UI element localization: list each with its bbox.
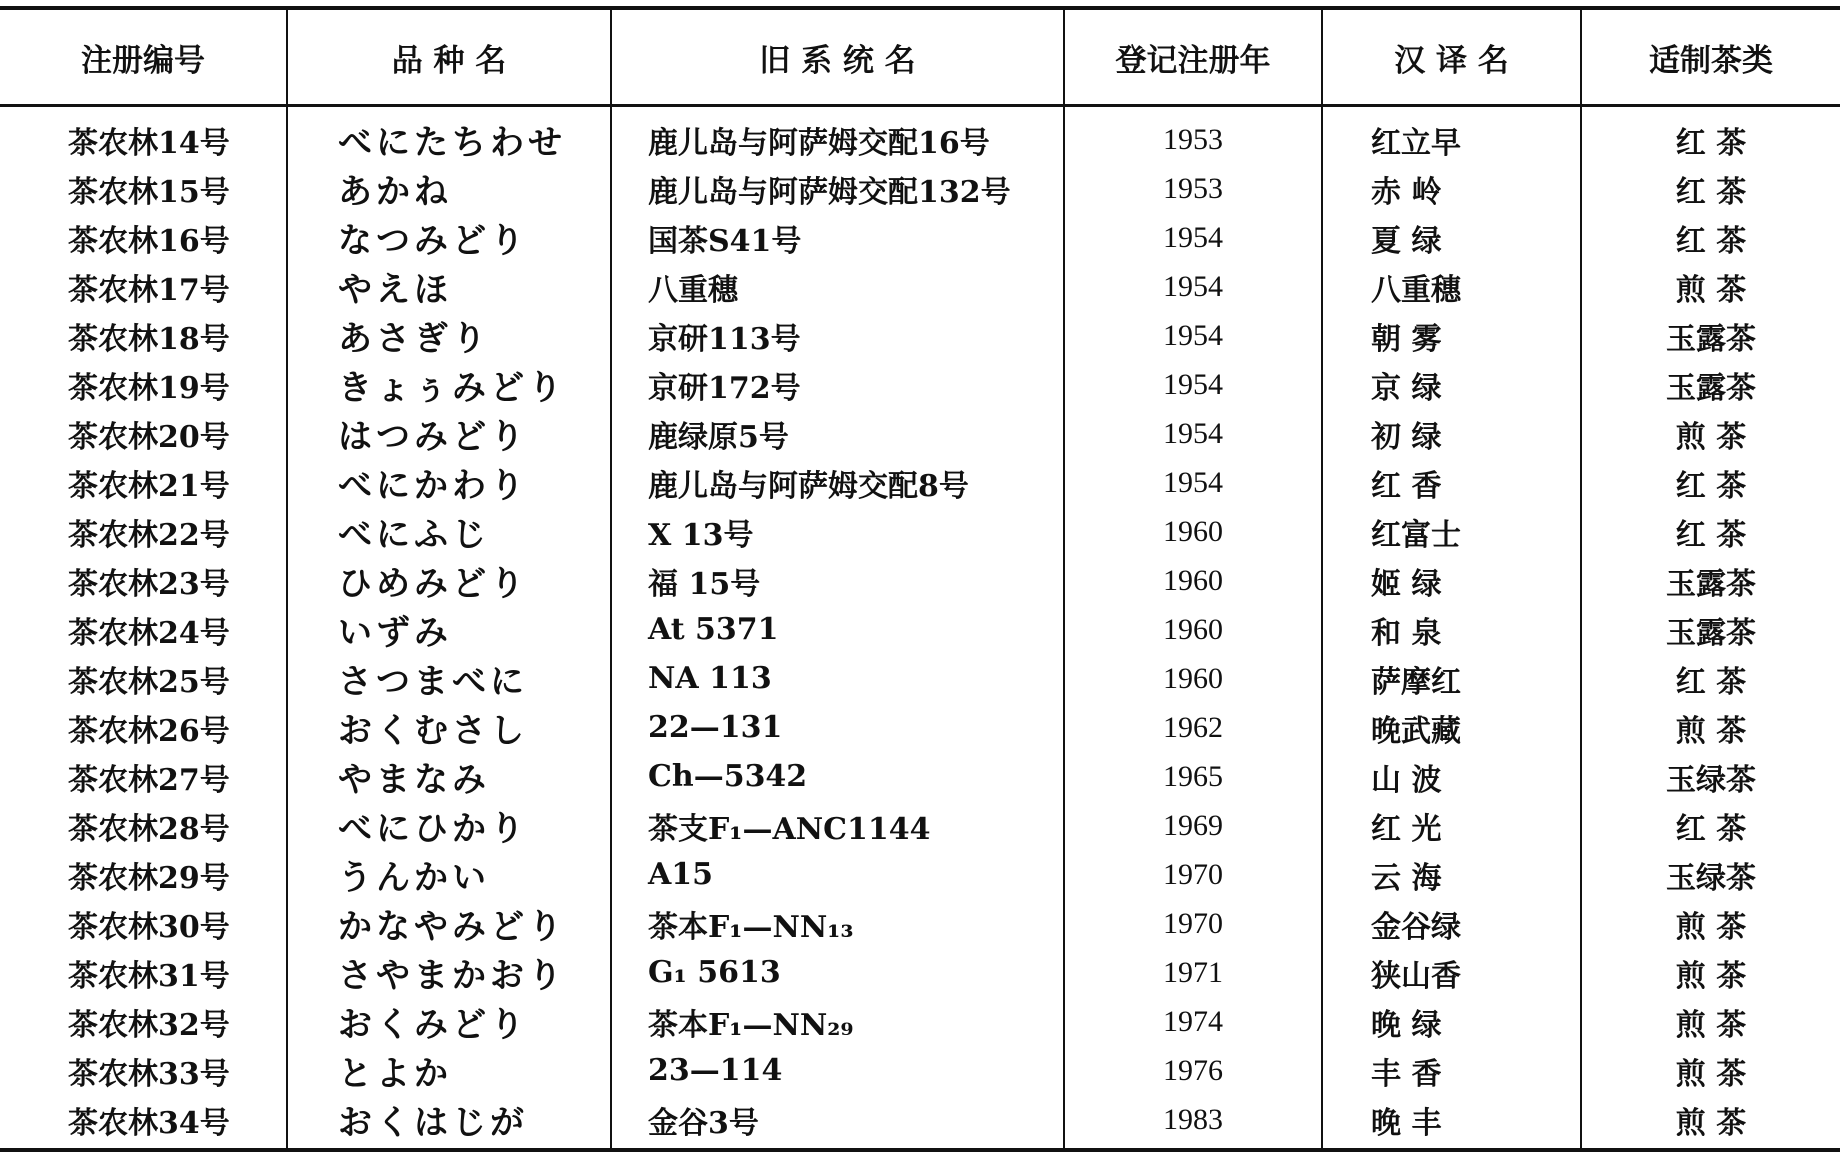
year-cell: 1974 — [1064, 997, 1322, 1046]
variety-cell: ひめみどり — [287, 556, 611, 605]
chinese-name-cell: 赤 岭 — [1322, 164, 1581, 213]
header-tea-type: 适制茶类 — [1581, 8, 1840, 106]
table-row — [0, 1046, 1840, 1095]
year-cell: 1960 — [1064, 654, 1322, 703]
tea-type-cell: 煎 茶 — [1581, 997, 1840, 1046]
table-row — [0, 948, 1840, 997]
year-cell: 1953 — [1064, 106, 1322, 165]
variety-cell: とよか — [287, 1046, 611, 1095]
old-name-cell: 茶支F₁—ANC1144 — [611, 801, 1064, 850]
table-row — [0, 556, 1840, 605]
header-reg-no: 注册编号 — [0, 8, 287, 106]
table-row — [0, 752, 1840, 801]
old-name-cell: 鹿儿岛与阿萨姆交配132号 — [611, 164, 1064, 213]
old-name-cell: 金谷3号 — [611, 1095, 1064, 1150]
table-row — [0, 311, 1840, 360]
reg-no-cell: 茶农林33号 — [68, 1056, 230, 1092]
old-name-cell: 鹿绿原5号 — [611, 409, 1064, 458]
tea-type-cell: 红 茶 — [1581, 106, 1840, 165]
tea-type-cell: 玉绿茶 — [1581, 850, 1840, 899]
chinese-name-cell: 云 海 — [1322, 850, 1581, 899]
old-name-cell: A15 — [611, 850, 1064, 899]
variety-cell: はつみどり — [287, 409, 611, 458]
variety-cell: べにひかり — [287, 801, 611, 850]
year-cell: 1970 — [1064, 850, 1322, 899]
year-cell: 1976 — [1064, 1046, 1322, 1095]
tea-type-cell: 红 茶 — [1581, 164, 1840, 213]
tea-type-cell: 煎 茶 — [1581, 262, 1840, 311]
reg-no-cell: 茶农林23号 — [68, 566, 230, 602]
table-row — [0, 850, 1840, 899]
year-cell: 1954 — [1064, 311, 1322, 360]
table-row — [0, 1095, 1840, 1150]
table-row — [0, 507, 1840, 556]
chinese-name-cell: 晚 绿 — [1322, 997, 1581, 1046]
tea-type-cell: 红 茶 — [1581, 507, 1840, 556]
variety-cell: きょぅみどり — [287, 360, 611, 409]
year-cell: 1954 — [1064, 213, 1322, 262]
variety-cell: あさぎり — [287, 311, 611, 360]
header-chinese-name: 汉 译 名 — [1322, 8, 1581, 106]
table-row — [0, 164, 1840, 213]
reg-no-cell: 茶农林20号 — [68, 419, 230, 455]
reg-no-cell: 茶农林22号 — [68, 517, 230, 553]
chinese-name-cell: 金谷绿 — [1322, 899, 1581, 948]
reg-no-cell: 茶农林29号 — [68, 860, 230, 896]
year-cell: 1960 — [1064, 605, 1322, 654]
tea-type-cell: 煎 茶 — [1581, 1095, 1840, 1150]
year-cell: 1960 — [1064, 556, 1322, 605]
reg-no-cell: 茶农林16号 — [68, 223, 230, 259]
table-row — [0, 605, 1840, 654]
reg-no-cell: 茶农林27号 — [68, 762, 230, 798]
tea-type-cell: 红 茶 — [1581, 213, 1840, 262]
chinese-name-cell: 姬 绿 — [1322, 556, 1581, 605]
year-cell: 1960 — [1064, 507, 1322, 556]
table-body — [0, 106, 1840, 1151]
header-variety: 品 种 名 — [287, 8, 611, 106]
tea-type-cell: 玉露茶 — [1581, 311, 1840, 360]
year-cell: 1954 — [1064, 409, 1322, 458]
tea-type-cell: 玉绿茶 — [1581, 752, 1840, 801]
chinese-name-cell: 丰 香 — [1322, 1046, 1581, 1095]
old-name-cell: 茶本F₁—NN₂₉ — [611, 997, 1064, 1046]
table-row — [0, 997, 1840, 1046]
table-row — [0, 458, 1840, 507]
year-cell: 1965 — [1064, 752, 1322, 801]
chinese-name-cell: 初 绿 — [1322, 409, 1581, 458]
chinese-name-cell: 京 绿 — [1322, 360, 1581, 409]
old-name-cell: 福 15号 — [611, 556, 1064, 605]
tea-type-cell: 红 茶 — [1581, 458, 1840, 507]
chinese-name-cell: 八重穗 — [1322, 262, 1581, 311]
reg-no-cell: 茶农林17号 — [68, 272, 230, 308]
tea-type-cell: 玉露茶 — [1581, 556, 1840, 605]
variety-cell: おくみどり — [287, 997, 611, 1046]
old-name-cell: 鹿儿岛与阿萨姆交配8号 — [611, 458, 1064, 507]
table-row — [0, 703, 1840, 752]
reg-no-cell: 茶农林30号 — [68, 909, 230, 945]
old-name-cell: 茶本F₁—NN₁₃ — [611, 899, 1064, 948]
table-row — [0, 409, 1840, 458]
tea-type-cell: 煎 茶 — [1581, 409, 1840, 458]
variety-cell: さつまべに — [287, 654, 611, 703]
chinese-name-cell: 狭山香 — [1322, 948, 1581, 997]
table-row — [0, 106, 1840, 165]
tea-variety-table — [0, 6, 1840, 1152]
old-name-cell: 22—131 — [611, 703, 1064, 752]
old-name-cell: 京研172号 — [611, 360, 1064, 409]
chinese-name-cell: 萨摩红 — [1322, 654, 1581, 703]
chinese-name-cell: 山 波 — [1322, 752, 1581, 801]
chinese-name-cell: 红富士 — [1322, 507, 1581, 556]
chinese-name-cell: 红立早 — [1322, 106, 1581, 165]
chinese-name-cell: 红 光 — [1322, 801, 1581, 850]
tea-type-cell: 煎 茶 — [1581, 899, 1840, 948]
variety-cell: うんかい — [287, 850, 611, 899]
tea-type-cell: 玉露茶 — [1581, 605, 1840, 654]
old-name-cell: Ch—5342 — [611, 752, 1064, 801]
tea-type-cell: 煎 茶 — [1581, 1046, 1840, 1095]
variety-cell: べにたちわせ — [287, 106, 611, 165]
table-row — [0, 801, 1840, 850]
reg-no-cell: 茶农林21号 — [68, 468, 230, 504]
table-row — [0, 262, 1840, 311]
table-row — [0, 360, 1840, 409]
reg-no-cell: 茶农林15号 — [68, 174, 230, 210]
year-cell: 1971 — [1064, 948, 1322, 997]
header-year: 登记注册年 — [1064, 8, 1322, 106]
variety-cell: おくはじが — [287, 1095, 611, 1150]
chinese-name-cell: 晚 丰 — [1322, 1095, 1581, 1150]
chinese-name-cell: 晚武藏 — [1322, 703, 1581, 752]
year-cell: 1962 — [1064, 703, 1322, 752]
chinese-name-cell: 朝 雾 — [1322, 311, 1581, 360]
old-name-cell: 国茶S41号 — [611, 213, 1064, 262]
variety-cell: さやまかおり — [287, 948, 611, 997]
old-name-cell: X 13号 — [611, 507, 1064, 556]
reg-no-cell: 茶农林32号 — [68, 1007, 230, 1043]
header-row — [0, 8, 1840, 106]
tea-type-cell: 玉露茶 — [1581, 360, 1840, 409]
variety-cell: あかね — [287, 164, 611, 213]
variety-cell: べにふじ — [287, 507, 611, 556]
tea-type-cell: 红 茶 — [1581, 654, 1840, 703]
tea-type-cell: 红 茶 — [1581, 801, 1840, 850]
reg-no-cell: 茶农林26号 — [68, 713, 230, 749]
tea-type-cell: 煎 茶 — [1581, 948, 1840, 997]
variety-cell: おくむさし — [287, 703, 611, 752]
table-row — [0, 213, 1840, 262]
old-name-cell: 鹿儿岛与阿萨姆交配16号 — [611, 106, 1064, 165]
old-name-cell: 京研113号 — [611, 311, 1064, 360]
old-name-cell: At 5371 — [611, 605, 1064, 654]
reg-no-cell: 茶农林19号 — [68, 370, 230, 406]
reg-no-cell: 茶农林25号 — [68, 664, 230, 700]
old-name-cell: NA 113 — [611, 654, 1064, 703]
reg-no-cell: 茶农林31号 — [68, 958, 230, 994]
variety-cell: やまなみ — [287, 752, 611, 801]
old-name-cell: G₁ 5613 — [611, 948, 1064, 997]
year-cell: 1954 — [1064, 360, 1322, 409]
reg-no-cell: 茶农林34号 — [0, 1095, 287, 1150]
tea-type-cell: 煎 茶 — [1581, 703, 1840, 752]
reg-no-cell: 茶农林14号 — [68, 125, 230, 161]
year-cell: 1970 — [1064, 899, 1322, 948]
variety-cell: やえほ — [287, 262, 611, 311]
variety-cell: べにかわり — [287, 458, 611, 507]
table-row — [0, 654, 1840, 703]
chinese-name-cell: 红 香 — [1322, 458, 1581, 507]
reg-no-cell: 茶农林24号 — [68, 615, 230, 651]
year-cell: 1953 — [1064, 164, 1322, 213]
year-cell: 1969 — [1064, 801, 1322, 850]
year-cell: 1983 — [1064, 1095, 1322, 1150]
year-cell: 1954 — [1064, 262, 1322, 311]
tea-variety-table-wrapper — [0, 6, 1840, 1152]
variety-cell: かなやみどり — [287, 899, 611, 948]
variety-cell: なつみどり — [287, 213, 611, 262]
table-row — [0, 899, 1840, 948]
old-name-cell: 23—114 — [611, 1046, 1064, 1095]
reg-no-cell: 茶农林28号 — [68, 811, 230, 847]
year-cell: 1954 — [1064, 458, 1322, 507]
header-old-name: 旧 系 统 名 — [611, 8, 1064, 106]
old-name-cell: 八重穗 — [611, 262, 1064, 311]
variety-cell: いずみ — [287, 605, 611, 654]
chinese-name-cell: 夏 绿 — [1322, 213, 1581, 262]
reg-no-cell: 茶农林18号 — [68, 321, 230, 357]
table-header — [0, 8, 1840, 106]
chinese-name-cell: 和 泉 — [1322, 605, 1581, 654]
